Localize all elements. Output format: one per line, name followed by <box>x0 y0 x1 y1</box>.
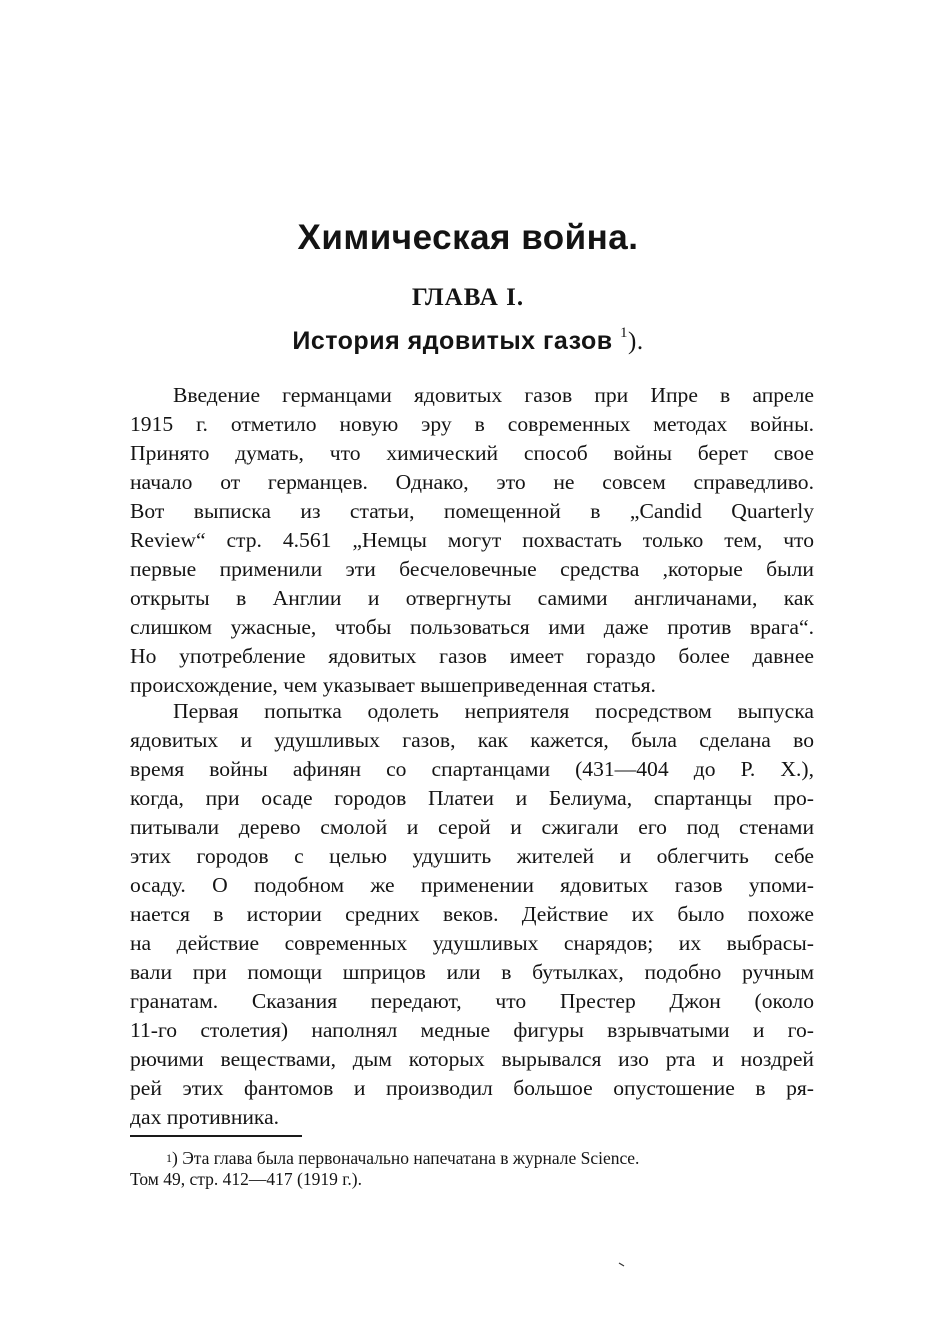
text-line: на действие современных удушливых снарядов; их выбрасы- <box>130 931 814 955</box>
text-line: происхождение, чем указывает вышеприведенная статья. <box>130 673 656 697</box>
text-line: слишком ужасные, чтобы пользоваться ими даже против врага“. <box>130 615 814 639</box>
document-title: Химическая война. <box>297 218 639 257</box>
text-line: рей этих фантомов и производил большое опустошение в ря- <box>130 1076 814 1100</box>
text-line: Первая попытка одолеть неприятеля посредством выпуска <box>173 699 814 723</box>
text-line: открыты в Англии и отвергнуты самими англичанами, как <box>130 586 814 610</box>
subtitle-closing: ). <box>628 328 644 355</box>
text-line: 1915 г. отметило новую эру в современных методах войны. <box>130 412 814 436</box>
text-line: первые применили эти бесчеловечные средства ,которые были <box>130 557 814 581</box>
text-line: Вот выписка из статьи, помещенной в „Candid Quarterly <box>130 499 814 523</box>
text-line: Но употребление ядовитых газов имеет гораздо более давнее <box>130 644 814 668</box>
text-line: рючими веществами, дым которых вырывался изо рта и ноздрей <box>130 1047 814 1071</box>
footnote-reference: 1 <box>620 325 629 341</box>
footnote-text: ) Эта глава была первоначально напечатана в журнале Science. <box>172 1148 640 1168</box>
footnote-mark: 1 <box>166 1151 172 1165</box>
subtitle-text: История ядовитых газов <box>292 327 613 355</box>
text-line: 11-го столетия) наполнял медные фигуры взрывчатыми и го- <box>130 1018 814 1042</box>
text-line: Введение германцами ядовитых газов при Ипре в апреле <box>173 383 814 407</box>
text-line: этих городов с целью удушить жителей и облегчить себе <box>130 844 814 868</box>
text-line: питывали дерево смолой и серой и сжигали его под стенами <box>130 815 814 839</box>
footnote <box>130 1148 818 1190</box>
text-line: Принято думать, что химический способ войны берет свое <box>130 441 814 465</box>
footnote-line <box>130 1148 818 1169</box>
text-line: нается в истории средних веков. Действие их было похоже <box>130 902 814 926</box>
text-line: вали при помощи шприцов или в бутылках, подобно ручным <box>130 960 814 984</box>
text-line: начало от германцев. Однако, это не совсем справедливо. <box>130 470 814 494</box>
print-speck <box>618 1262 626 1267</box>
text-line: гранатам. Сказания передают, что Престер Джон (около <box>130 989 814 1013</box>
text-line: время войны афинян со спартанцами (431—404 до Р. Х.), <box>130 757 814 781</box>
text-line: ядовитых и удушливых газов, как кажется, была сделана во <box>130 728 814 752</box>
text-line: дах противника. <box>130 1105 280 1129</box>
chapter-heading: ГЛАВА I. <box>411 284 525 311</box>
chapter-subtitle <box>0 327 936 356</box>
text-line: когда, при осаде городов Платеи и Белиума, спартанцы про- <box>130 786 814 810</box>
text-line: Review“ стр. 4.561 „Немцы могут похвастать только тем, что <box>130 528 814 552</box>
paragraph-1 <box>130 381 814 700</box>
text-line: осаду. О подобном же применении ядовитых газов упоми- <box>130 873 814 897</box>
footnote-line: Том 49, стр. 412—417 (1919 г.). <box>130 1169 362 1189</box>
paragraph-2 <box>130 697 814 1132</box>
footnote-divider <box>130 1135 302 1137</box>
